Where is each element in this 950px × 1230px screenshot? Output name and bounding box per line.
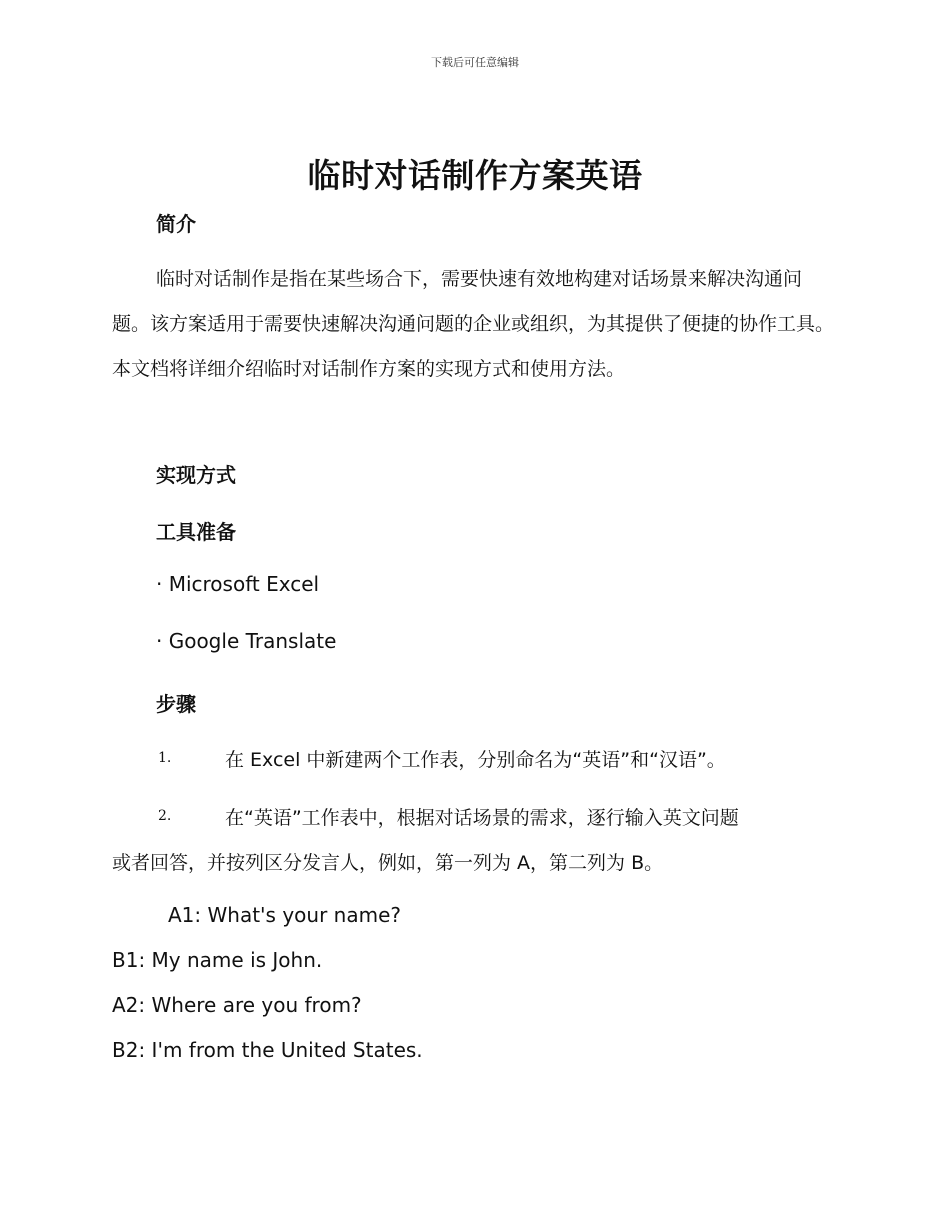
tool-item-excel: · Microsoft Excel: [156, 572, 320, 596]
page-title: 临时对话制作方案英语: [307, 156, 643, 195]
tools-heading: 工具准备: [156, 520, 236, 544]
step-2-text: 在“英语”工作表中，根据对话场景的需求，逐行输入英文问题: [225, 807, 739, 829]
steps-heading: 步骤: [156, 692, 196, 716]
dialogue-line-b2: B2: I'm from the United States.: [112, 1038, 423, 1062]
step-2-number: 2.: [158, 808, 172, 824]
intro-heading: 简介: [156, 212, 196, 236]
tool-item-translate: · Google Translate: [156, 629, 337, 653]
step-2-continuation: 或者回答，并按列区分发言人，例如，第一列为 A，第二列为 B。: [112, 852, 664, 874]
dialogue-line-b1: B1: My name is John.: [112, 948, 323, 972]
dialogue-line-a1: A1: What's your name?: [168, 903, 401, 927]
step-1-number: 1.: [158, 750, 172, 766]
header-note: 下载后可任意编辑: [431, 56, 519, 69]
step-1-text: 在 Excel 中新建两个工作表，分别命名为“英语”和“汉语”。: [225, 749, 726, 771]
dialogue-line-a2: A2: Where are you from?: [112, 993, 362, 1017]
implementation-heading: 实现方式: [156, 463, 236, 487]
intro-paragraph: 临时对话制作是指在某些场合下，需要快速有效地构建对话场景来解决沟通问题。该方案适用于需要快速解决沟通问题的企业或组织，为其提供了便捷的协作工具。本文档将详细介绍临时对话制作方案的实现方式和使用方法。: [112, 268, 835, 380]
